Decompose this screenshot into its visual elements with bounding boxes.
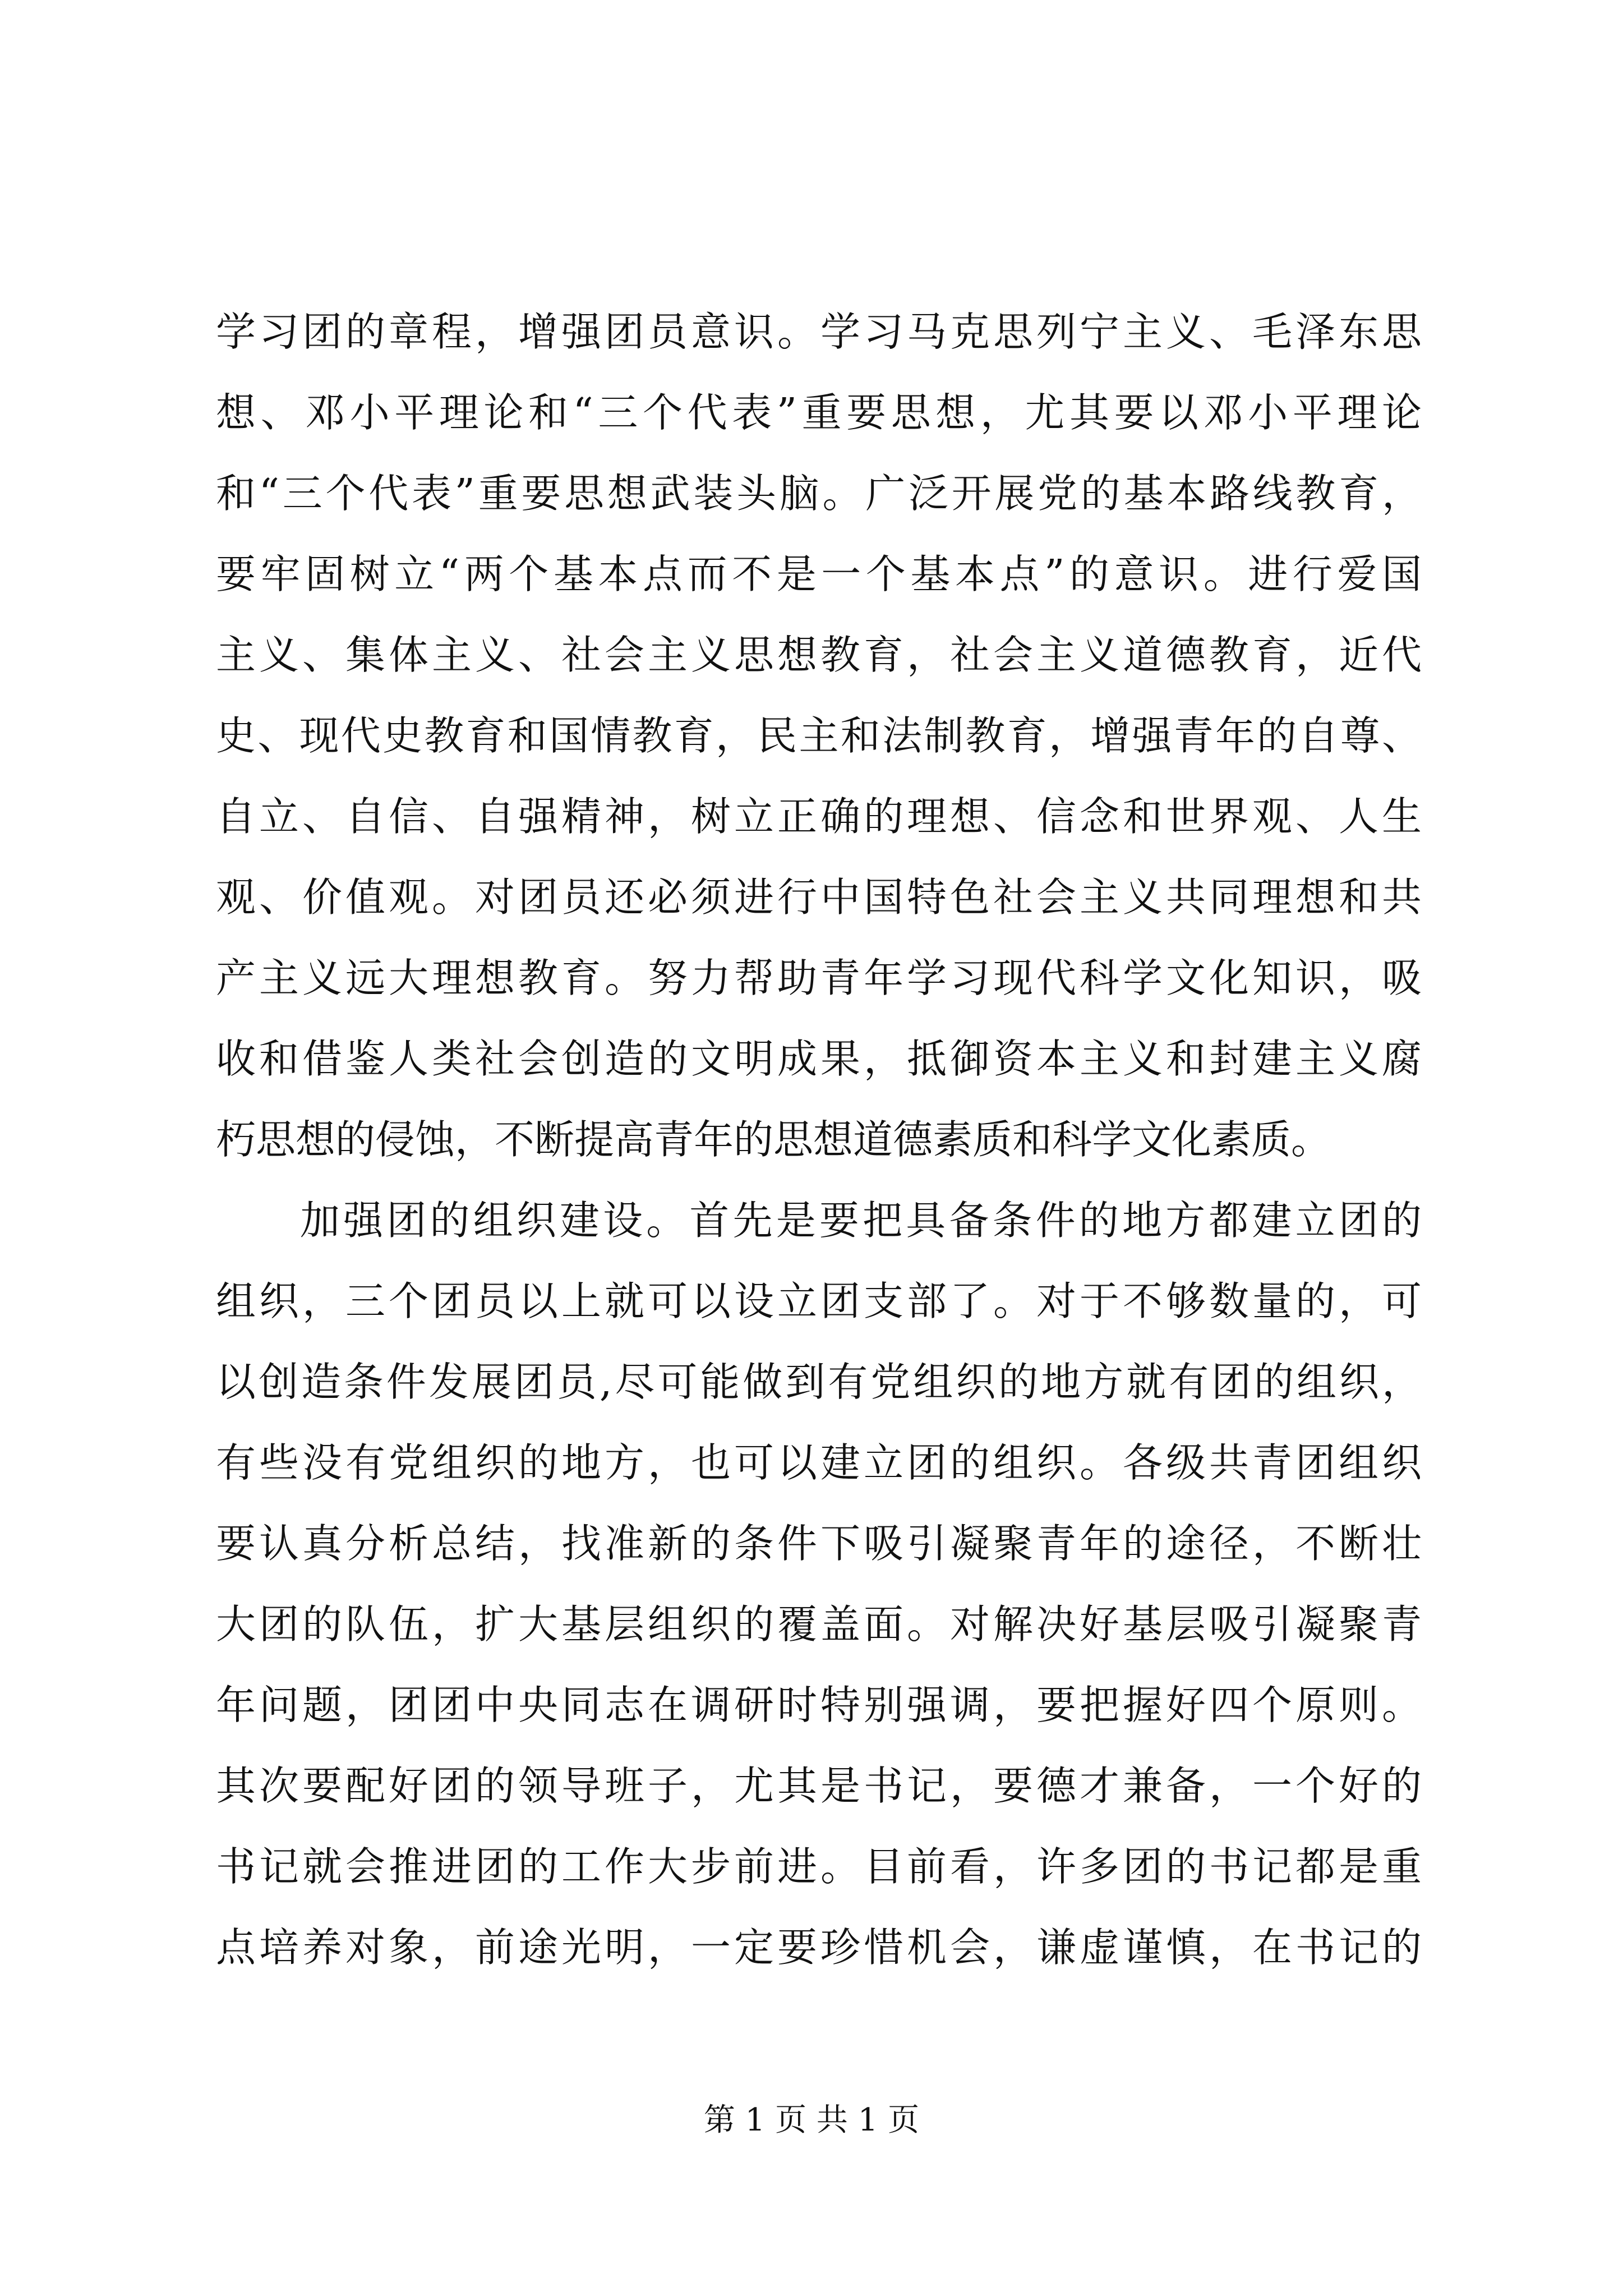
text-line: 主义、集体主义、社会主义思想教育，社会主义道德教育，近代	[216, 632, 1422, 678]
text-line: 年问题，团团中央同志在调研时特别强调，要把握好四个原则。	[216, 1682, 1422, 1728]
text-line: 以创造条件发展团员,尽可能做到有党组织的地方就有团的组织，	[216, 1359, 1422, 1405]
text-line: 产主义远大理想教育。努力帮助青年学习现代科学文化知识，吸	[216, 955, 1422, 1001]
text-line: 学习团的章程，增强团员意识。学习马克思列宁主义、毛泽东思	[216, 309, 1422, 355]
text-line: 加强团的组织建设。首先是要把具备条件的地方都建立团的	[300, 1197, 1422, 1244]
page-number-footer: 第 1 页 共 1 页	[703, 2102, 920, 2138]
text-line: 朽思想的侵蚀，不断提高青年的思想道德素质和科学文化素质。	[216, 1116, 1331, 1163]
text-line: 观、价值观。对团员还必须进行中国特色社会主义共同理想和共	[216, 874, 1422, 921]
text-line: 大团的队伍，扩大基层组织的覆盖面。对解决好基层吸引凝聚青	[216, 1601, 1422, 1648]
text-line: 要牢固树立“两个基本点而不是一个基本点”的意识。进行爱国	[216, 551, 1422, 597]
paragraph-1	[216, 292, 1422, 1180]
document-body	[216, 292, 1422, 1988]
text-line: 有些没有党组织的地方，也可以建立团的组织。各级共青团组织	[216, 1439, 1422, 1486]
text-line: 自立、自信、自强精神，树立正确的理想、信念和世界观、人生	[216, 793, 1422, 840]
text-line: 收和借鉴人类社会创造的文明成果，抵御资本主义和封建主义腐	[216, 1036, 1422, 1082]
text-line: 要认真分析总结，找准新的条件下吸引凝聚青年的途径，不断壮	[216, 1520, 1422, 1567]
text-line: 组织，三个团员以上就可以设立团支部了。对于不够数量的，可	[216, 1278, 1422, 1324]
text-line: 想、邓小平理论和“三个代表”重要思想，尤其要以邓小平理论	[216, 389, 1422, 436]
text-line: 点培养对象，前途光明，一定要珍惜机会，谦虚谨慎，在书记的	[216, 1924, 1422, 1971]
paragraph-2	[216, 1180, 1422, 1988]
text-line: 其次要配好团的领导班子，尤其是书记，要德才兼备，一个好的	[216, 1763, 1422, 1809]
text-line: 史、现代史教育和国情教育，民主和法制教育，增强青年的自尊、	[216, 712, 1422, 759]
text-line: 和“三个代表”重要思想武装头脑。广泛开展党的基本路线教育，	[216, 470, 1422, 517]
text-line: 书记就会推进团的工作大步前进。目前看，许多团的书记都是重	[216, 1843, 1422, 1890]
